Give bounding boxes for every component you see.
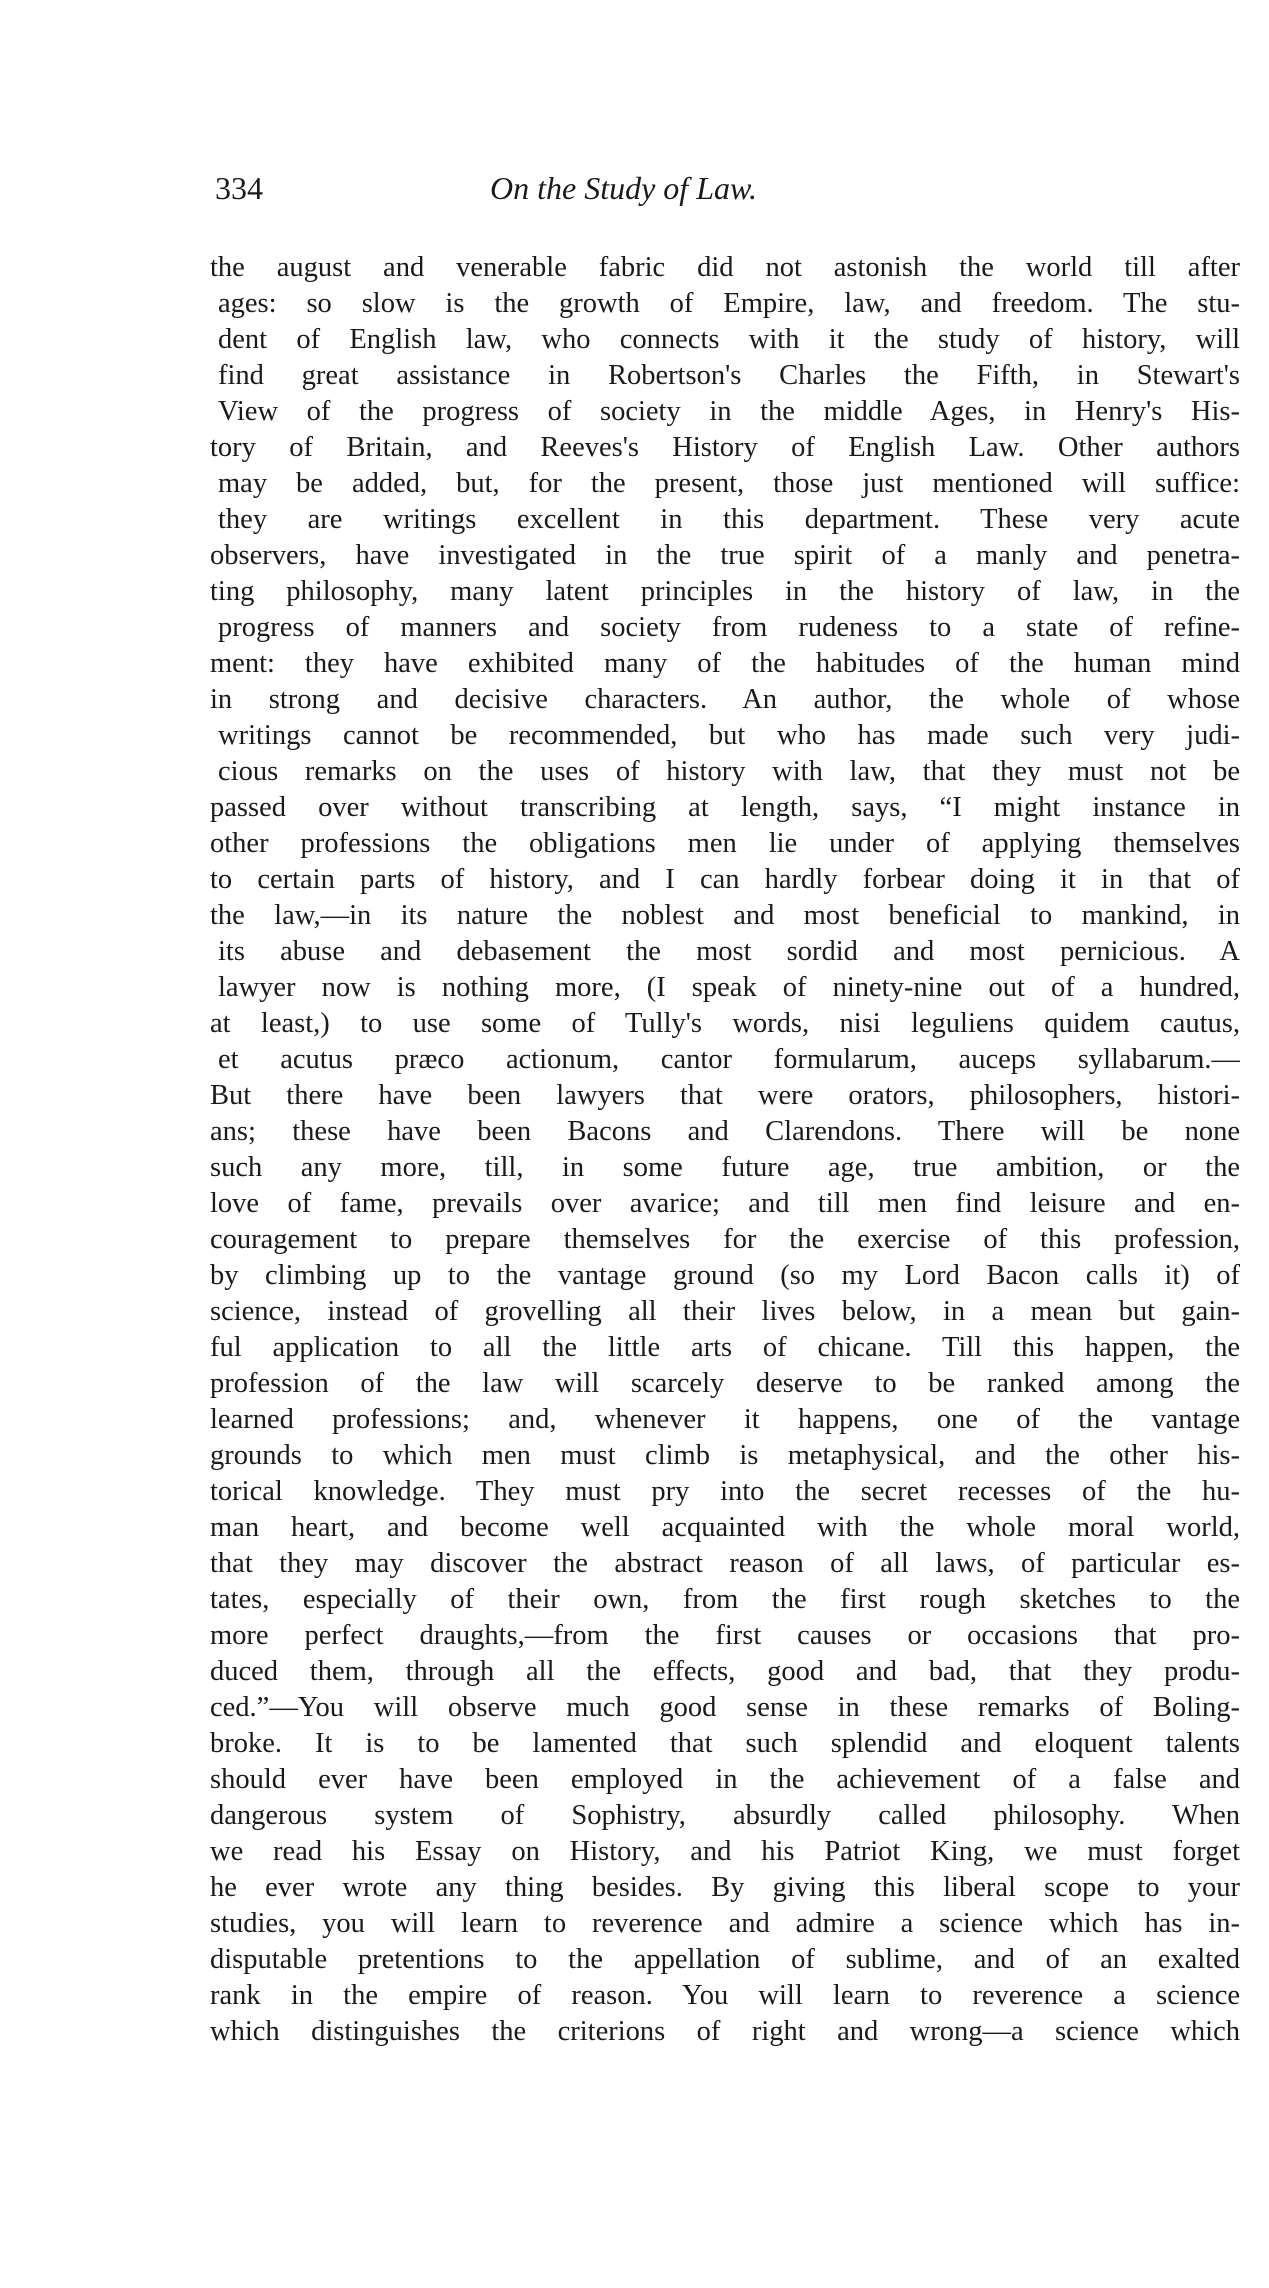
text-line: cious remarks on the uses of history with law, that they must not be [218,756,1240,787]
text-line: such any more, till, in some future age, true ambition, or the [210,1152,1240,1183]
body-text [210,250,1240,2050]
text-line: ans; these have been Bacons and Clarendons. There will be none [210,1116,1240,1147]
text-line: dent of English law, who connects with it the study of history, will [218,324,1240,355]
text-line: the law,—in its nature the noblest and most beneficial to mankind, in [210,900,1240,931]
text-line: writings cannot be recommended, but who has made such very judi- [218,720,1240,751]
text-line: broke. It is to be lamented that such splendid and eloquent talents [210,1728,1240,1759]
text-line: tory of Britain, and Reeves's History of English Law. Other authors [210,432,1240,463]
text-line: more perfect draughts,—from the first causes or occasions that pro- [210,1620,1240,1651]
text-line: love of fame, prevails over avarice; and till men find leisure and en- [210,1188,1240,1219]
text-line: in strong and decisive characters. An author, the whole of whose [210,684,1240,715]
text-line: science, instead of grovelling all their lives below, in a mean but gain- [210,1296,1240,1327]
text-line: duced them, through all the effects, good and bad, that they produ- [210,1656,1240,1687]
text-line: torical knowledge. They must pry into the secret recesses of the hu- [210,1476,1240,1507]
text-line: its abuse and debasement the most sordid and most pernicious. A [218,936,1240,967]
text-line: he ever wrote any thing besides. By giving this liberal scope to your [210,1872,1240,1903]
running-title: On the Study of Law. [490,170,757,206]
page-header [215,170,1185,220]
text-line: at least,) to use some of Tully's words, nisi leguliens quidem cautus, [210,1008,1240,1039]
text-line: progress of manners and society from rudeness to a state of refine- [218,612,1240,643]
text-line: should ever have been employed in the achievement of a false and [210,1764,1240,1795]
text-line: we read his Essay on History, and his Patriot King, we must forget [210,1836,1240,1867]
text-line: studies, you will learn to reverence and admire a science which has in- [210,1908,1240,1939]
text-line: But there have been lawyers that were orators, philosophers, histori- [210,1080,1240,1111]
text-line: ment: they have exhibited many of the habitudes of the human mind [210,648,1240,679]
text-line: rank in the empire of reason. You will learn to reverence a science [210,1980,1240,2011]
text-line: observers, have investigated in the true spirit of a manly and penetra- [210,540,1240,571]
text-line: find great assistance in Robertson's Charles the Fifth, in Stewart's [218,360,1240,391]
text-line: that they may discover the abstract reason of all laws, of particular es- [210,1548,1240,1579]
text-line: tates, especially of their own, from the first rough sketches to the [210,1584,1240,1615]
text-line: they are writings excellent in this department. These very acute [218,504,1240,535]
text-line: learned professions; and, whenever it happens, one of the vantage [210,1404,1240,1435]
text-line: dangerous system of Sophistry, absurdly called philosophy. When [210,1800,1240,1831]
text-line: couragement to prepare themselves for the exercise of this profession, [210,1224,1240,1255]
text-line: man heart, and become well acquainted with the whole moral world, [210,1512,1240,1543]
text-line: to certain parts of history, and I can hardly forbear doing it in that of [210,864,1240,895]
text-line: other professions the obligations men lie under of applying themselves [210,828,1240,859]
text-line: may be added, but, for the present, those just mentioned will suffice: [218,468,1240,499]
text-line: passed over without transcribing at length, says, “I might instance in [210,792,1240,823]
text-line: by climbing up to the vantage ground (so my Lord Bacon calls it) of [210,1260,1240,1291]
text-line: lawyer now is nothing more, (I speak of ninety-nine out of a hundred, [218,972,1240,1003]
text-line: the august and venerable fabric did not astonish the world till after [210,252,1240,283]
text-line: View of the progress of society in the middle Ages, in Henry's His- [218,396,1240,427]
text-line: ced.”—You will observe much good sense in these remarks of Boling- [210,1692,1240,1723]
text-line: disputable pretentions to the appellation of sublime, and of an exalted [210,1944,1240,1975]
text-line: et acutus præco actionum, cantor formularum, auceps syllabarum.— [218,1044,1240,1075]
page-number: 334 [215,170,263,206]
text-line: profession of the law will scarcely deserve to be ranked among the [210,1368,1240,1399]
text-line: ful application to all the little arts of chicane. Till this happen, the [210,1332,1240,1363]
text-line: ting philosophy, many latent principles in the history of law, in the [210,576,1240,607]
text-line: ages: so slow is the growth of Empire, law, and freedom. The stu- [218,288,1240,319]
text-line: which distinguishes the criterions of right and wrong—a science which [210,2016,1240,2047]
text-line: grounds to which men must climb is metaphysical, and the other his- [210,1440,1240,1471]
